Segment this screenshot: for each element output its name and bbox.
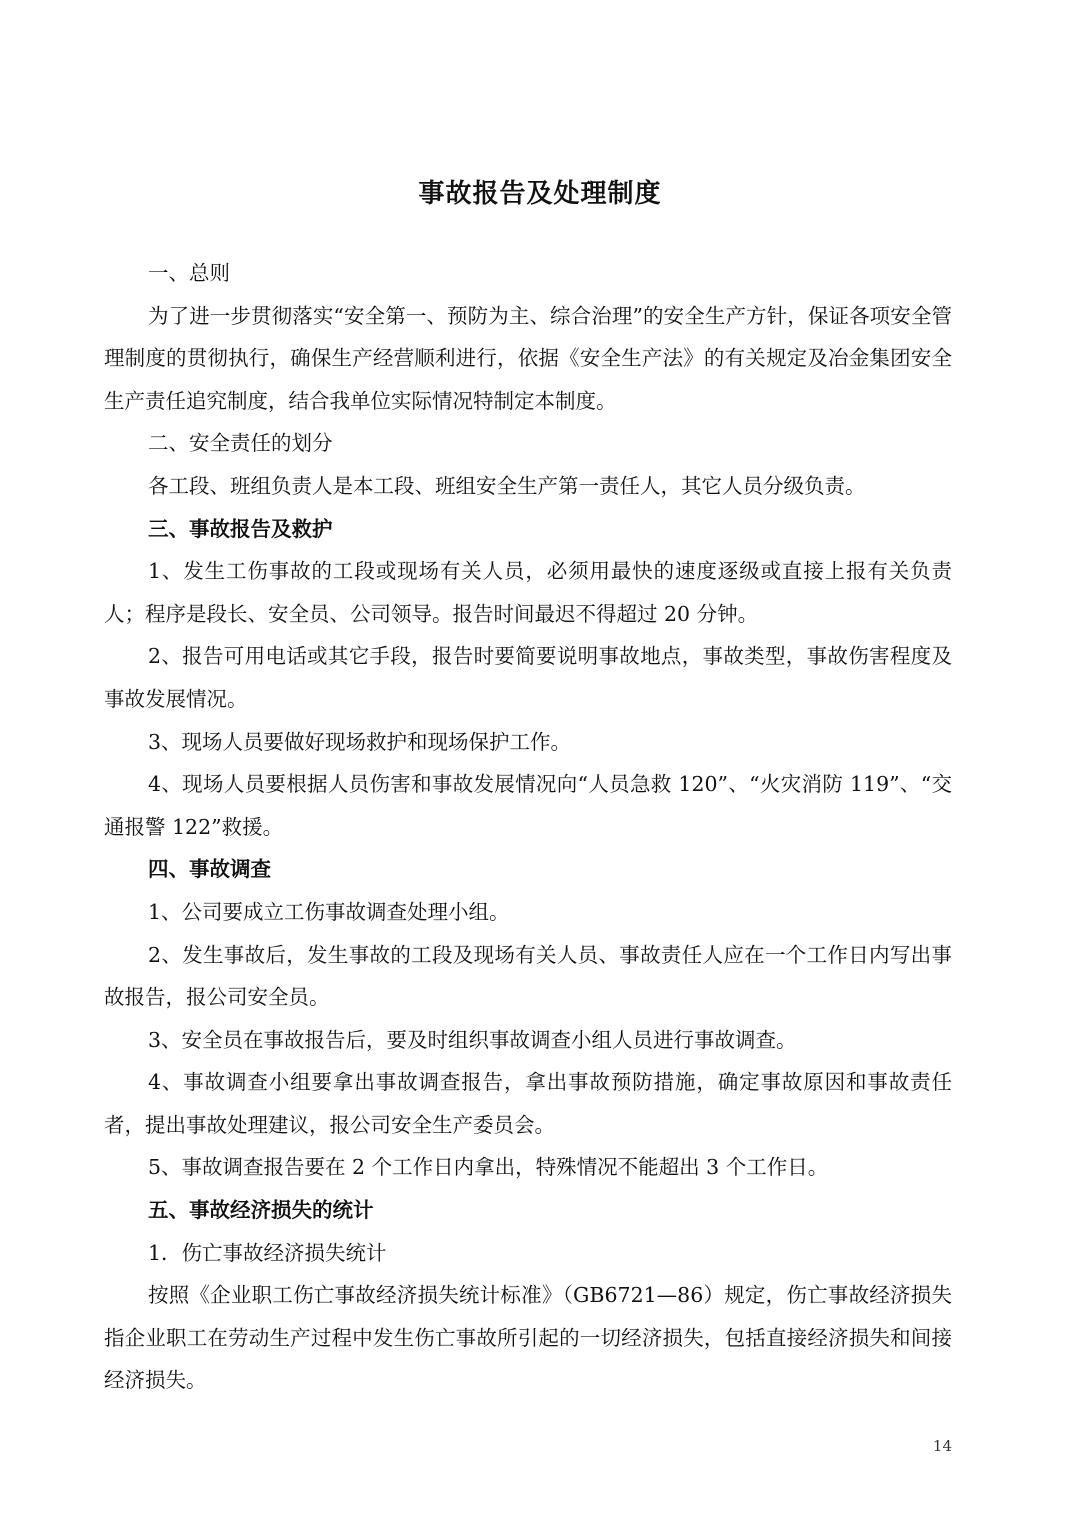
paragraph-investigation-item-2: 2、发生事故后，发生事故的工段及现场有关人员、事故责任人应在一个工作日内写出事故报告，报公司安全员。 bbox=[104, 942, 952, 1010]
paragraph-investigation-item-5: 5、事故调查报告要在 2 个工作日内拿出，特殊情况不能超出 3 个工作日。 bbox=[148, 1155, 829, 1180]
paragraph-casualty-loss: 按照《企业职工伤亡事故经济损失统计标准》（GB6721—86）规定，伤亡事故经济损失指企业职工在劳动生产过程中发生伤亡事故所引起的一切经济损失，包括直接经济损失和间接经济损失。 bbox=[104, 1283, 952, 1393]
section-heading-economic-loss: 五、事故经济损失的统计 bbox=[148, 1198, 374, 1223]
paragraph-report-item-2: 2、报告可用电话或其它手段，报告时要简要说明事故地点，事故类型，事故伤害程度及事故发展情况。 bbox=[104, 644, 952, 711]
section-heading-investigation: 四、事故调查 bbox=[148, 857, 271, 882]
paragraph-report-item-4: 4、现场人员要根据人员伤害和事故发展情况向“人员急救 120”、“火灾消防 119”、“交通报警 122”救援。 bbox=[104, 772, 952, 839]
document-title: 事故报告及处理制度 bbox=[418, 179, 662, 209]
subsection-heading-casualty-loss: 1．伤亡事故经济损失统计 bbox=[148, 1240, 387, 1265]
paragraph-purpose: 为了进一步贯彻落实“安全第一、预防为主、综合治理”的安全生产方针，保证各项安全管理制度的贯彻执行，确保生产经营顺利进行，依据《安全生产法》的有关规定及冶金集团安全生产责任追究制度，结合我单位实际情况特制定本制度。 bbox=[104, 303, 952, 413]
document-body bbox=[104, 252, 952, 1402]
paragraph-responsibility: 各工段、班组负责人是本工段、班组安全生产第一责任人，其它人员分级负责。 bbox=[148, 473, 866, 498]
paragraph-investigation-item-1: 1、公司要成立工伤事故调查处理小组。 bbox=[148, 899, 510, 924]
paragraph-investigation-item-4: 4、事故调查小组要拿出事故调查报告，拿出事故预防措施，确定事故原因和事故责任者，提出事故处理建议，报公司安全生产委员会。 bbox=[104, 1070, 952, 1137]
paragraph-investigation-item-3: 3、安全员在事故报告后，要及时组织事故调查小组人员进行事故调查。 bbox=[148, 1027, 797, 1052]
page-number: 14 bbox=[932, 1437, 952, 1455]
paragraph-report-item-1: 1、发生工伤事故的工段或现场有关人员，必须用最快的速度逐级或直接上报有关负责人；程序是段长、安全员、公司领导。报告时间最迟不得超过 20 分钟。 bbox=[104, 559, 952, 626]
paragraph-report-item-3: 3、现场人员要做好现场救护和现场保护工作。 bbox=[148, 729, 572, 754]
section-heading-report-rescue: 三、事故报告及救护 bbox=[148, 516, 333, 541]
section-heading-responsibility: 二、安全责任的划分 bbox=[148, 431, 333, 456]
section-heading-general: 一、总则 bbox=[148, 261, 230, 285]
